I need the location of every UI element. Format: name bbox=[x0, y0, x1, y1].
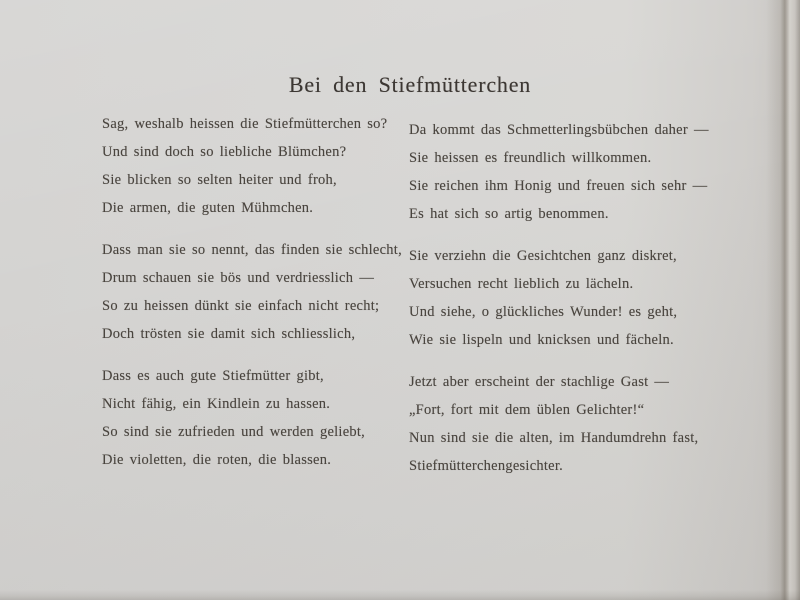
poem-line: Nun sind sie die alten, im Handumdrehn fast, bbox=[409, 430, 699, 446]
poem-line: Dass es auch gute Stiefmütter gibt, bbox=[102, 368, 324, 384]
poem-line: Sie heissen es freundlich willkommen. bbox=[409, 150, 652, 166]
poem-line: Es hat sich so artig benommen. bbox=[409, 206, 609, 222]
poem-line: Stiefmütterchengesichter. bbox=[409, 458, 564, 474]
poem-line: Nicht fähig, ein Kindlein zu hassen. bbox=[102, 396, 331, 412]
bottom-shadow bbox=[0, 590, 800, 600]
poem-line: Die violetten, die roten, die blassen. bbox=[102, 452, 332, 468]
poem-line: Da kommt das Schmetterlingsbübchen daher — bbox=[409, 122, 709, 138]
poem-line: Jetzt aber erscheint der stachlige Gast — bbox=[409, 374, 670, 390]
poem-stanza bbox=[409, 116, 729, 228]
poem-line: Doch trösten sie damit sich schliesslich, bbox=[102, 326, 356, 342]
poem-line: Sie verziehn die Gesichtchen ganz diskret, bbox=[409, 248, 677, 264]
poem-stanza bbox=[409, 242, 729, 354]
poem-line: Drum schauen sie bös und verdriesslich — bbox=[102, 270, 375, 286]
poem-line: Dass man sie so nennt, das finden sie schlecht, bbox=[102, 242, 402, 258]
poem-line: Sie reichen ihm Honig und freuen sich sehr — bbox=[409, 178, 708, 194]
poem-line: Versuchen recht lieblich zu lächeln. bbox=[409, 276, 634, 292]
poem-line: Sie blicken so selten heiter und froh, bbox=[102, 172, 337, 188]
poem-stanza bbox=[102, 362, 422, 474]
poem-line: Und sind doch so liebliche Blümchen? bbox=[102, 144, 347, 160]
poem-line: Die armen, die guten Mühmchen. bbox=[102, 200, 314, 216]
poem-line: Sag, weshalb heissen die Stiefmütterchen so? bbox=[102, 116, 388, 132]
poem-stanza bbox=[409, 368, 729, 480]
poem-line: So sind sie zufrieden und werden geliebt, bbox=[102, 424, 366, 440]
poem-stanza bbox=[102, 110, 422, 222]
poem-line: „Fort, fort mit dem üblen Gelichter!“ bbox=[409, 402, 645, 418]
poem-line: Wie sie lispeln und knicksen und fächeln. bbox=[409, 332, 674, 348]
poem-line: So zu heissen dünkt sie einfach nicht recht; bbox=[102, 298, 380, 314]
poem-line: Und siehe, o glückliches Wunder! es geht, bbox=[409, 304, 678, 320]
poem-column-right bbox=[409, 116, 729, 494]
poem-stanza bbox=[102, 236, 422, 348]
page-title: Bei den Stiefmütterchen bbox=[288, 72, 532, 97]
poem-column-left bbox=[102, 110, 422, 488]
